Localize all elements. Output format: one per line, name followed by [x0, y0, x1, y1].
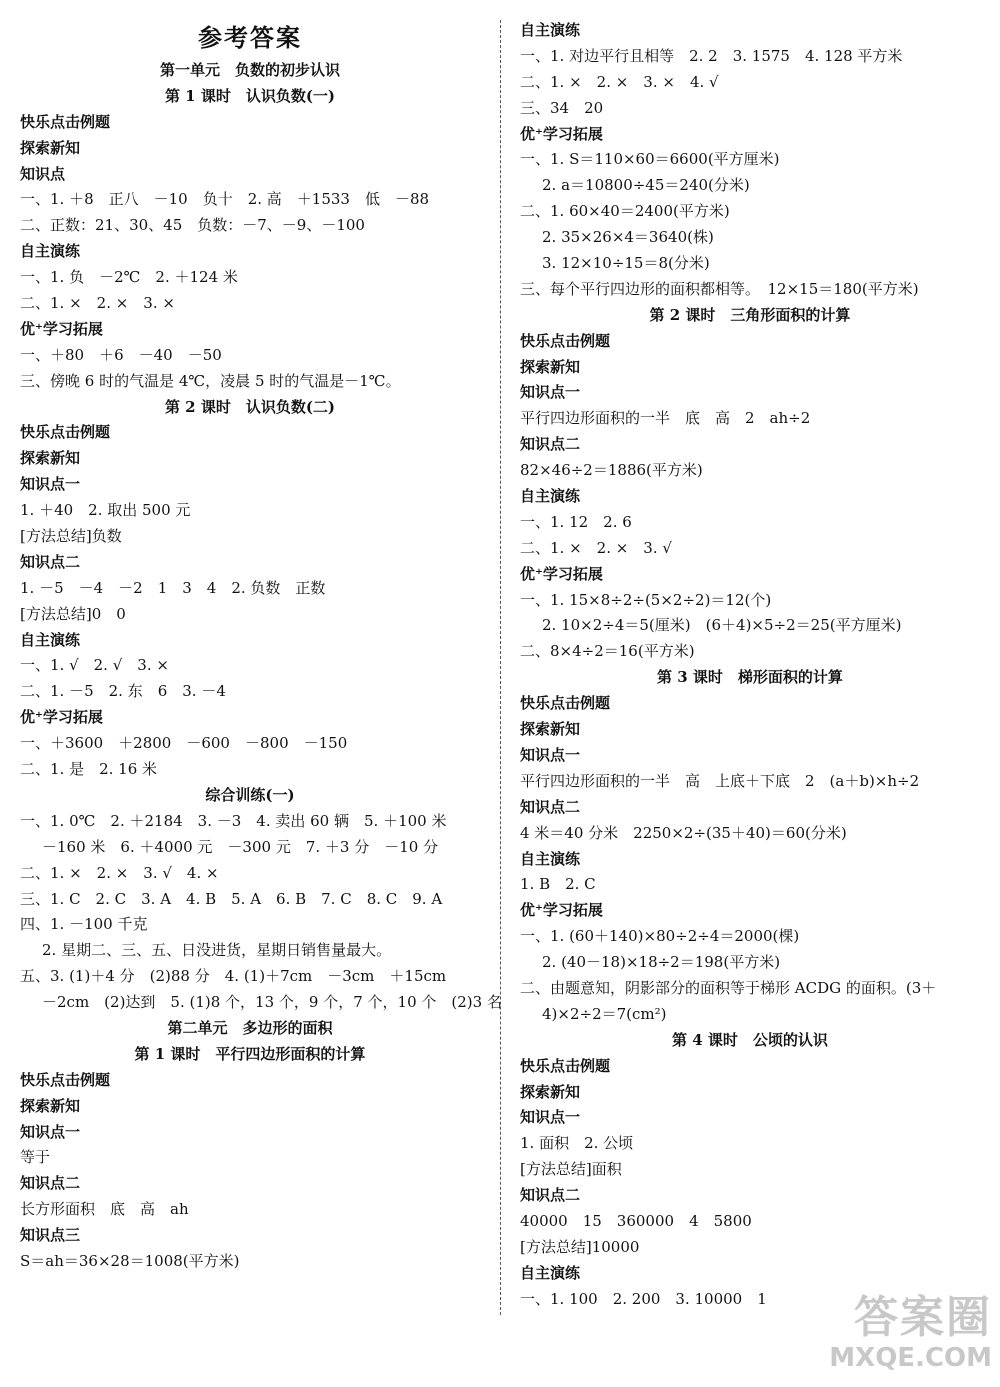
left-column [20, 18, 502, 1275]
answer-line: 二、1. × 2. × 3. × 4. √ [520, 72, 719, 91]
subsection-label: 知识点一 [520, 383, 581, 402]
right-column [520, 18, 980, 1313]
section-heading: 第 1 课时 平行四边形面积的计算 [134, 1044, 366, 1063]
answer-line: 一、1. 100 2. 200 3. 10000 1 [520, 1289, 767, 1308]
section-heading: 第一单元 负数的初步认识 [159, 61, 340, 79]
subsection-label: 自主演练 [520, 487, 581, 506]
subsection-label: 优⁺学习拓展 [20, 319, 103, 338]
answer-line: 二、正数：21、30、45 负数：－7、－9、－100 [20, 216, 365, 235]
subsection-label: 探索新知 [20, 138, 81, 157]
answer-line: 1. 面积 2. 公顷 [520, 1134, 634, 1153]
answer-line: 二、8×4÷2＝16(平方米) [520, 642, 695, 661]
answer-line: 2. 10×2÷4＝5(厘米) (6＋4)×5÷2＝25(平方厘米) [542, 616, 902, 635]
answer-line: 1. ＋40 2. 取出 500 元 [20, 501, 191, 520]
subsection-label: 快乐点击例题 [520, 331, 611, 350]
subsection-label: 探索新知 [520, 1082, 581, 1101]
answer-line: 二、1. 60×40＝2400(平方米) [520, 202, 730, 221]
answer-line: 2. (40－18)×18÷2＝198(平方米) [542, 953, 781, 972]
answer-line: 二、1. × 2. × 3. √ 4. × [20, 863, 219, 882]
subsection-label: 快乐点击例题 [20, 1070, 111, 1089]
answer-line: 2. 星期二、三、五、日没进货，星期日销售量最大。 [42, 941, 392, 960]
answer-line: 四、1. －100 千克 [20, 915, 148, 934]
page-title: 参考答案 [198, 23, 302, 52]
section-heading: 综合训练(一) [205, 785, 295, 804]
subsection-label: 探索新知 [520, 720, 581, 739]
right-answer-list [520, 18, 980, 1313]
answer-line: 一、1. (60＋140)×80÷2÷4＝2000(棵) [520, 927, 800, 946]
subsection-label: 自主演练 [20, 242, 81, 261]
watermark-logo: 答案圈 [854, 1292, 992, 1343]
left-answer-list [20, 58, 502, 1275]
subsection-label: 自主演练 [520, 849, 581, 868]
subsection-label: 知识点 [20, 164, 66, 183]
subsection-label: 快乐点击例题 [520, 694, 611, 713]
subsection-label: 探索新知 [20, 1096, 81, 1115]
answer-line: 长方形面积 底 高 ah [20, 1200, 189, 1219]
subsection-label: 优⁺学习拓展 [520, 901, 603, 920]
answer-line: [方法总结]面积 [520, 1160, 622, 1179]
answer-line: 4)×2÷2＝7(cm²) [542, 1004, 667, 1023]
answer-line: 二、1. 是 2. 16 米 [20, 760, 158, 779]
subsection-label: 优⁺学习拓展 [520, 564, 603, 583]
answer-line: 一、1. 0℃ 2. ＋2184 3. －3 4. 卖出 60 辆 5. ＋100 米 [20, 811, 447, 830]
section-heading: 第二单元 多边形的面积 [167, 1018, 333, 1037]
answer-line: 三、34 20 [520, 98, 604, 117]
answer-line: 二、1. × 2. × 3. √ [520, 538, 672, 557]
answer-line: 一、1. √ 2. √ 3. × [20, 656, 169, 675]
answer-line: 平行四边形面积的一半 底 高 2 ah÷2 [520, 409, 811, 428]
answer-line: 一、1. 12 2. 6 [520, 512, 632, 531]
answer-line: 二、1. －5 2. 东 6 3. －4 [20, 682, 226, 701]
subsection-label: 快乐点击例题 [20, 112, 111, 131]
answer-line: [方法总结]10000 [520, 1237, 640, 1256]
answer-line: 4 米＝40 分米 2250×2÷(35＋40)＝60(分米) [520, 823, 847, 842]
subsection-label: 自主演练 [520, 21, 581, 39]
subsection-label: 知识点二 [20, 1174, 81, 1193]
answer-line: 40000 15 360000 4 5800 [520, 1211, 752, 1230]
answer-line: 2. a＝10800÷45＝240(分米) [542, 176, 750, 195]
answer-line: 3. 12×10÷15＝8(分米) [542, 254, 710, 273]
answer-line: 一、＋80 ＋6 －40 －50 [20, 345, 222, 364]
answer-line: 三、每个平行四边形的面积都相等。 12×15＝180(平方米) [520, 279, 919, 298]
answer-line: 三、傍晚 6 时的气温是 4℃，凌晨 5 时的气温是－1℃。 [20, 371, 401, 390]
answer-line: 一、1. S＝110×60＝6600(平方厘米) [520, 150, 780, 169]
answer-line: 二、由题意知，阴影部分的面积等于梯形 ACDG 的面积。(3＋ [520, 978, 937, 997]
answer-line: 1. B 2. C [520, 875, 596, 894]
answer-line: 三、1. C 2. C 3. A 4. B 5. A 6. B 7. C 8. C 9. A [20, 889, 443, 908]
answer-line: [方法总结]负数 [20, 527, 122, 546]
subsection-label: 探索新知 [520, 357, 581, 376]
subsection-label: 知识点二 [520, 1186, 581, 1205]
subsection-label: 知识点二 [20, 552, 81, 571]
answer-line: S＝ah＝36×28＝1008(平方米) [20, 1251, 240, 1270]
column-divider [500, 20, 501, 1315]
subsection-label: 优⁺学习拓展 [520, 124, 603, 143]
answer-line: 平行四边形面积的一半 高 上底＋下底 2 (a＋b)×h÷2 [520, 771, 920, 790]
answer-line: [方法总结]0 0 [20, 604, 126, 623]
subsection-label: 快乐点击例题 [20, 423, 111, 442]
subsection-label: 知识点一 [20, 475, 81, 494]
answer-line: 五、3. (1)＋4 分 (2)88 分 4. (1)＋7cm －3cm ＋15cm [20, 967, 447, 986]
answer-line: 一、1. 对边平行且相等 2. 2 3. 1575 4. 128 平方米 [520, 46, 903, 65]
subsection-label: 知识点三 [20, 1226, 81, 1245]
subsection-label: 自主演练 [520, 1263, 581, 1282]
subsection-label: 快乐点击例题 [520, 1056, 611, 1075]
subsection-label: 知识点二 [520, 435, 581, 454]
answer-line: －2cm (2)达到 5. (1)8 个，13 个，9 个，7 个，10 个 (2)3 名 [42, 993, 502, 1012]
answer-line: 一、1. ＋8 正八 －10 负十 2. 高 ＋1533 低 －88 [20, 190, 430, 209]
answer-line: 一、1. 负 －2℃ 2. ＋124 米 [20, 268, 238, 287]
answer-line: 二、1. × 2. × 3. × [20, 294, 175, 313]
section-heading: 第 2 课时 三角形面积的计算 [649, 305, 851, 324]
section-heading: 第 4 课时 公顷的认识 [672, 1030, 828, 1049]
section-heading: 第 2 课时 认识负数(二) [164, 397, 336, 416]
subsection-label: 知识点一 [20, 1122, 81, 1141]
subsection-label: 探索新知 [20, 449, 81, 468]
section-heading: 第 3 课时 梯形面积的计算 [657, 668, 843, 687]
subsection-label: 知识点一 [520, 1108, 581, 1127]
answer-line: 82×46÷2＝1886(平方米) [520, 461, 703, 480]
answer-line: 等于 [20, 1148, 51, 1167]
answer-line: 1. －5 －4 －2 1 3 4 2. 负数 正数 [20, 578, 326, 597]
watermark [829, 1293, 992, 1373]
subsection-label: 自主演练 [20, 630, 81, 649]
subsection-label: 知识点二 [520, 797, 581, 816]
answer-line: 一、＋3600 ＋2800 －600 －800 －150 [20, 734, 348, 753]
answer-line: 一、1. 15×8÷2÷(5×2÷2)＝12(个) [520, 590, 772, 609]
section-heading: 第 1 课时 认识负数(一) [164, 86, 336, 105]
answer-line: 2. 35×26×4＝3640(株) [542, 228, 714, 247]
answer-line: －160 米 6. ＋4000 元 －300 元 7. ＋3 分 －10 分 [42, 837, 439, 856]
subsection-label: 优⁺学习拓展 [20, 708, 103, 727]
watermark-url: MXQE.COM [829, 1343, 992, 1373]
subsection-label: 知识点一 [520, 745, 581, 764]
